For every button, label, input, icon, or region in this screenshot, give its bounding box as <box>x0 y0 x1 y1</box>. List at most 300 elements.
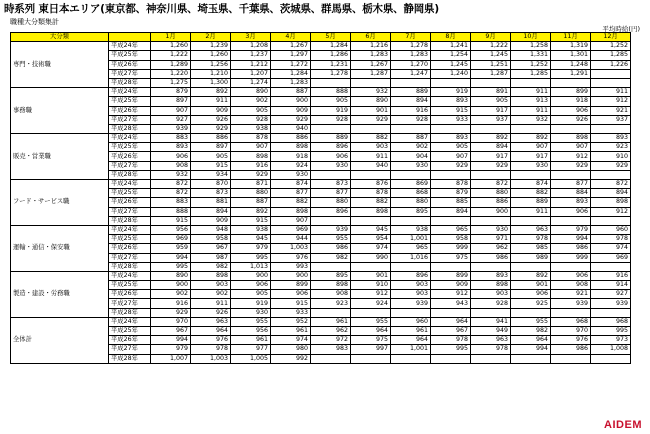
value-cell: 923 <box>311 299 351 308</box>
value-cell: 898 <box>351 207 391 216</box>
value-cell: 952 <box>271 317 311 326</box>
value-cell <box>391 170 431 179</box>
value-cell: 964 <box>431 317 471 326</box>
value-cell: 939 <box>151 124 191 133</box>
value-cell: 876 <box>351 180 391 189</box>
value-cell: 1,285 <box>511 69 551 78</box>
value-cell: 941 <box>471 317 511 326</box>
value-cell: 970 <box>551 327 591 336</box>
value-cell: 939 <box>551 299 591 308</box>
value-cell: 912 <box>551 152 591 161</box>
value-cell: 939 <box>311 225 351 234</box>
year-cell: 平成26年 <box>109 336 151 345</box>
value-cell: 888 <box>151 207 191 216</box>
value-cell: 970 <box>151 317 191 326</box>
value-cell: 900 <box>471 207 511 216</box>
value-cell: 1,291 <box>551 69 591 78</box>
value-cell: 916 <box>151 299 191 308</box>
wage-table <box>10 32 631 364</box>
year-cell: 平成28年 <box>109 124 151 133</box>
value-cell: 1,237 <box>231 51 271 60</box>
value-cell: 880 <box>391 198 431 207</box>
value-cell: 994 <box>151 253 191 262</box>
value-cell: 995 <box>231 253 271 262</box>
year-cell: 平成26年 <box>109 152 151 161</box>
value-cell: 900 <box>231 271 271 280</box>
value-cell: 907 <box>431 152 471 161</box>
value-cell <box>591 354 631 363</box>
value-cell <box>551 262 591 271</box>
value-cell: 907 <box>511 143 551 152</box>
value-cell: 872 <box>151 180 191 189</box>
value-cell: 908 <box>551 281 591 290</box>
value-cell <box>591 308 631 317</box>
value-cell: 961 <box>271 327 311 336</box>
value-cell: 928 <box>311 115 351 124</box>
value-cell: 1,001 <box>391 345 431 354</box>
value-cell: 962 <box>311 327 351 336</box>
aidem-logo: AIDEM <box>604 419 642 431</box>
value-cell: 1,241 <box>431 42 471 51</box>
value-cell <box>391 262 431 271</box>
value-cell <box>311 262 351 271</box>
value-cell: 907 <box>231 143 271 152</box>
value-cell: 919 <box>311 106 351 115</box>
value-cell: 894 <box>391 97 431 106</box>
year-cell: 平成28年 <box>109 354 151 363</box>
value-cell: 977 <box>231 345 271 354</box>
value-cell: 874 <box>271 180 311 189</box>
value-cell: 972 <box>311 336 351 345</box>
value-cell: 990 <box>351 253 391 262</box>
value-cell: 1,222 <box>151 51 191 60</box>
header-month: 3月 <box>231 33 271 42</box>
value-cell: 887 <box>271 88 311 97</box>
value-cell: 918 <box>271 152 311 161</box>
value-cell: 964 <box>351 327 391 336</box>
value-cell <box>431 262 471 271</box>
year-cell: 平成25年 <box>109 235 151 244</box>
value-cell: 975 <box>351 336 391 345</box>
value-cell <box>431 216 471 225</box>
value-cell <box>391 354 431 363</box>
value-cell: 982 <box>191 262 231 271</box>
value-cell: 976 <box>191 336 231 345</box>
value-cell: 906 <box>271 290 311 299</box>
value-cell: 877 <box>551 180 591 189</box>
value-cell: 927 <box>591 290 631 299</box>
value-cell: 898 <box>551 134 591 143</box>
value-cell: 1,005 <box>231 354 271 363</box>
value-cell: 960 <box>391 317 431 326</box>
year-cell: 平成25年 <box>109 143 151 152</box>
value-cell: 878 <box>431 180 471 189</box>
value-cell: 934 <box>191 170 231 179</box>
value-cell: 989 <box>511 253 551 262</box>
value-cell: 907 <box>151 106 191 115</box>
value-cell <box>551 78 591 87</box>
value-cell: 911 <box>591 88 631 97</box>
value-cell: 900 <box>151 281 191 290</box>
value-cell: 886 <box>271 134 311 143</box>
year-cell: 平成24年 <box>109 88 151 97</box>
value-cell: 963 <box>191 317 231 326</box>
value-cell: 995 <box>431 345 471 354</box>
value-cell <box>511 262 551 271</box>
value-cell <box>391 308 431 317</box>
value-cell: 974 <box>351 244 391 253</box>
year-cell: 平成26年 <box>109 244 151 253</box>
value-cell: 1,207 <box>231 69 271 78</box>
value-cell: 1,267 <box>351 60 391 69</box>
value-cell: 961 <box>231 336 271 345</box>
year-cell: 平成24年 <box>109 225 151 234</box>
value-cell: 948 <box>191 225 231 234</box>
value-cell: 886 <box>471 198 511 207</box>
value-cell: 897 <box>151 97 191 106</box>
value-cell: 978 <box>591 235 631 244</box>
year-cell: 平成27年 <box>109 161 151 170</box>
value-cell: 994 <box>511 345 551 354</box>
year-cell: 平成28年 <box>109 170 151 179</box>
value-cell: 905 <box>431 143 471 152</box>
value-cell: 955 <box>351 317 391 326</box>
value-cell: 965 <box>431 225 471 234</box>
value-cell: 890 <box>231 88 271 97</box>
value-cell: 906 <box>551 106 591 115</box>
value-cell: 1,260 <box>151 42 191 51</box>
value-cell: 884 <box>551 189 591 198</box>
header-month: 12月 <box>591 33 631 42</box>
value-cell: 1,267 <box>271 42 311 51</box>
value-cell: 933 <box>271 308 311 317</box>
value-cell <box>431 78 471 87</box>
value-cell: 961 <box>391 327 431 336</box>
value-cell: 918 <box>551 97 591 106</box>
value-cell: 908 <box>151 161 191 170</box>
value-cell: 889 <box>391 88 431 97</box>
value-cell: 903 <box>471 290 511 299</box>
value-cell <box>511 216 551 225</box>
year-cell: 平成26年 <box>109 106 151 115</box>
value-cell: 895 <box>311 271 351 280</box>
value-cell: 1,285 <box>591 51 631 60</box>
value-cell: 939 <box>591 299 631 308</box>
value-cell <box>311 124 351 133</box>
value-cell: 940 <box>351 161 391 170</box>
value-cell: 911 <box>511 106 551 115</box>
value-cell: 892 <box>511 134 551 143</box>
value-cell: 872 <box>151 189 191 198</box>
category-cell: 製造・建設・労務職 <box>11 271 109 317</box>
value-cell: 993 <box>271 262 311 271</box>
header-month: 7月 <box>391 33 431 42</box>
value-cell: 909 <box>431 281 471 290</box>
value-cell <box>351 308 391 317</box>
value-cell: 914 <box>591 281 631 290</box>
value-cell: 889 <box>311 134 351 143</box>
header-month: 10月 <box>511 33 551 42</box>
value-cell: 900 <box>271 271 311 280</box>
value-cell: 894 <box>591 189 631 198</box>
value-cell: 893 <box>151 143 191 152</box>
year-cell: 平成28年 <box>109 78 151 87</box>
value-cell: 911 <box>191 299 231 308</box>
value-cell: 902 <box>231 97 271 106</box>
value-cell: 976 <box>271 253 311 262</box>
value-cell: 921 <box>551 290 591 299</box>
header-month: 11月 <box>551 33 591 42</box>
value-cell: 979 <box>151 345 191 354</box>
header-category: 大分類 <box>11 33 109 42</box>
value-cell: 873 <box>311 180 351 189</box>
year-cell: 平成25年 <box>109 189 151 198</box>
value-cell <box>471 170 511 179</box>
value-cell: 911 <box>191 97 231 106</box>
value-cell: 983 <box>311 345 351 354</box>
value-cell: 986 <box>471 253 511 262</box>
value-cell <box>431 170 471 179</box>
value-cell: 879 <box>431 189 471 198</box>
value-cell: 978 <box>511 235 551 244</box>
value-cell: 1,254 <box>431 51 471 60</box>
value-cell <box>471 78 511 87</box>
value-cell: 909 <box>191 106 231 115</box>
value-cell: 877 <box>271 189 311 198</box>
value-cell <box>311 170 351 179</box>
value-cell: 921 <box>591 106 631 115</box>
value-cell: 1,258 <box>511 42 551 51</box>
value-cell: 1,284 <box>271 69 311 78</box>
value-cell: 903 <box>351 143 391 152</box>
value-cell: 964 <box>191 327 231 336</box>
table-subtitle: 職種大分類集計 <box>10 18 59 26</box>
value-cell: 919 <box>231 299 271 308</box>
value-cell: 963 <box>471 336 511 345</box>
value-cell: 1,283 <box>271 78 311 87</box>
value-cell: 992 <box>271 354 311 363</box>
value-cell: 960 <box>591 225 631 234</box>
category-cell: 運輸・通信・保安職 <box>11 225 109 271</box>
year-cell: 平成25年 <box>109 51 151 60</box>
value-cell: 872 <box>591 180 631 189</box>
value-cell: 911 <box>511 207 551 216</box>
value-cell: 926 <box>191 308 231 317</box>
value-cell: 945 <box>231 235 271 244</box>
category-cell: 専門・技術職 <box>11 42 109 88</box>
value-cell: 897 <box>191 143 231 152</box>
value-cell: 933 <box>431 115 471 124</box>
value-cell: 882 <box>511 189 551 198</box>
year-cell: 平成27年 <box>109 69 151 78</box>
year-cell: 平成26年 <box>109 198 151 207</box>
value-cell <box>431 124 471 133</box>
value-cell: 969 <box>271 225 311 234</box>
value-cell: 892 <box>471 134 511 143</box>
value-cell: 924 <box>271 161 311 170</box>
value-cell: 938 <box>231 225 271 234</box>
value-cell <box>471 216 511 225</box>
value-cell: 882 <box>351 198 391 207</box>
value-cell: 893 <box>431 134 471 143</box>
value-cell: 999 <box>551 253 591 262</box>
value-cell: 982 <box>511 327 551 336</box>
value-cell <box>551 354 591 363</box>
value-cell: 898 <box>471 281 511 290</box>
value-cell: 1,003 <box>191 354 231 363</box>
value-cell: 905 <box>191 152 231 161</box>
value-cell: 890 <box>151 271 191 280</box>
value-cell: 967 <box>151 327 191 336</box>
value-cell: 885 <box>431 198 471 207</box>
value-cell: 906 <box>151 152 191 161</box>
value-cell: 871 <box>231 180 271 189</box>
value-cell: 903 <box>391 281 431 290</box>
value-cell: 909 <box>191 216 231 225</box>
value-cell: 943 <box>431 299 471 308</box>
value-cell: 1,300 <box>191 78 231 87</box>
header-year <box>109 33 151 42</box>
value-cell: 892 <box>231 207 271 216</box>
value-cell: 878 <box>351 189 391 198</box>
table-row <box>11 88 631 97</box>
value-cell <box>311 78 351 87</box>
value-cell: 930 <box>231 308 271 317</box>
value-cell: 964 <box>391 336 431 345</box>
value-cell: 1,212 <box>231 60 271 69</box>
value-cell: 877 <box>311 189 351 198</box>
value-cell: 971 <box>471 235 511 244</box>
value-cell <box>311 354 351 363</box>
value-cell: 900 <box>271 97 311 106</box>
value-cell: 958 <box>191 235 231 244</box>
value-cell: 893 <box>551 198 591 207</box>
value-cell: 895 <box>391 207 431 216</box>
value-cell: 928 <box>471 299 511 308</box>
value-cell: 917 <box>511 152 551 161</box>
value-cell: 974 <box>591 244 631 253</box>
value-cell: 889 <box>511 198 551 207</box>
value-cell: 910 <box>591 152 631 161</box>
value-cell: 882 <box>271 198 311 207</box>
value-cell: 995 <box>151 262 191 271</box>
value-cell <box>591 78 631 87</box>
table-row <box>11 180 631 189</box>
value-cell <box>351 354 391 363</box>
year-cell: 平成25年 <box>109 97 151 106</box>
value-cell: 881 <box>191 198 231 207</box>
category-cell: 販売・営業職 <box>11 134 109 180</box>
value-cell: 1,287 <box>351 69 391 78</box>
value-cell: 959 <box>151 244 191 253</box>
value-cell: 1,001 <box>391 235 431 244</box>
value-cell: 1,260 <box>191 51 231 60</box>
value-cell: 901 <box>351 106 391 115</box>
value-cell <box>351 216 391 225</box>
value-cell: 872 <box>471 180 511 189</box>
value-cell: 932 <box>151 170 191 179</box>
value-cell: 898 <box>591 198 631 207</box>
value-cell: 929 <box>191 124 231 133</box>
value-cell: 929 <box>271 115 311 124</box>
value-cell <box>391 78 431 87</box>
year-cell: 平成24年 <box>109 317 151 326</box>
value-cell: 929 <box>151 308 191 317</box>
value-cell <box>591 216 631 225</box>
value-cell: 917 <box>471 106 511 115</box>
value-cell: 908 <box>311 290 351 299</box>
value-cell: 894 <box>431 207 471 216</box>
value-cell: 870 <box>191 180 231 189</box>
value-cell: 962 <box>471 244 511 253</box>
table-header-row <box>11 33 631 42</box>
value-cell: 961 <box>311 317 351 326</box>
value-cell: 906 <box>551 207 591 216</box>
value-cell <box>391 216 431 225</box>
year-cell: 平成26年 <box>109 60 151 69</box>
value-cell: 915 <box>231 216 271 225</box>
year-cell: 平成27年 <box>109 207 151 216</box>
value-cell: 915 <box>271 299 311 308</box>
header-month: 9月 <box>471 33 511 42</box>
value-cell: 1,275 <box>151 78 191 87</box>
value-cell: 902 <box>391 143 431 152</box>
value-cell: 926 <box>191 115 231 124</box>
value-cell: 1,016 <box>391 253 431 262</box>
value-cell: 929 <box>551 161 591 170</box>
value-cell: 892 <box>191 88 231 97</box>
year-cell: 平成27年 <box>109 345 151 354</box>
value-cell: 893 <box>471 271 511 280</box>
value-cell: 919 <box>431 88 471 97</box>
value-cell: 882 <box>351 134 391 143</box>
value-cell: 930 <box>391 161 431 170</box>
header-month: 8月 <box>431 33 471 42</box>
value-cell: 985 <box>511 244 551 253</box>
value-cell: 899 <box>431 271 471 280</box>
value-cell: 893 <box>591 134 631 143</box>
header-month: 5月 <box>311 33 351 42</box>
value-cell: 878 <box>231 134 271 143</box>
value-cell: 968 <box>591 317 631 326</box>
value-cell: 929 <box>231 170 271 179</box>
value-cell: 1,252 <box>591 42 631 51</box>
value-cell: 887 <box>391 134 431 143</box>
year-cell: 平成27年 <box>109 299 151 308</box>
value-cell: 873 <box>191 189 231 198</box>
table-row <box>11 225 631 234</box>
header-month: 1月 <box>151 33 191 42</box>
value-cell <box>391 124 431 133</box>
value-cell: 1,007 <box>151 354 191 363</box>
category-cell: 全体計 <box>11 317 109 363</box>
year-cell: 平成25年 <box>109 281 151 290</box>
value-cell <box>471 262 511 271</box>
year-cell: 平成28年 <box>109 308 151 317</box>
value-cell: 894 <box>471 143 511 152</box>
value-cell: 924 <box>351 299 391 308</box>
value-cell: 925 <box>511 299 551 308</box>
value-cell: 1,252 <box>511 60 551 69</box>
value-cell: 964 <box>511 336 551 345</box>
year-cell: 平成24年 <box>109 180 151 189</box>
value-cell: 886 <box>191 134 231 143</box>
value-cell <box>511 78 551 87</box>
value-cell: 1,272 <box>271 60 311 69</box>
header-month: 4月 <box>271 33 311 42</box>
value-cell: 929 <box>471 161 511 170</box>
value-cell: 1,231 <box>311 60 351 69</box>
